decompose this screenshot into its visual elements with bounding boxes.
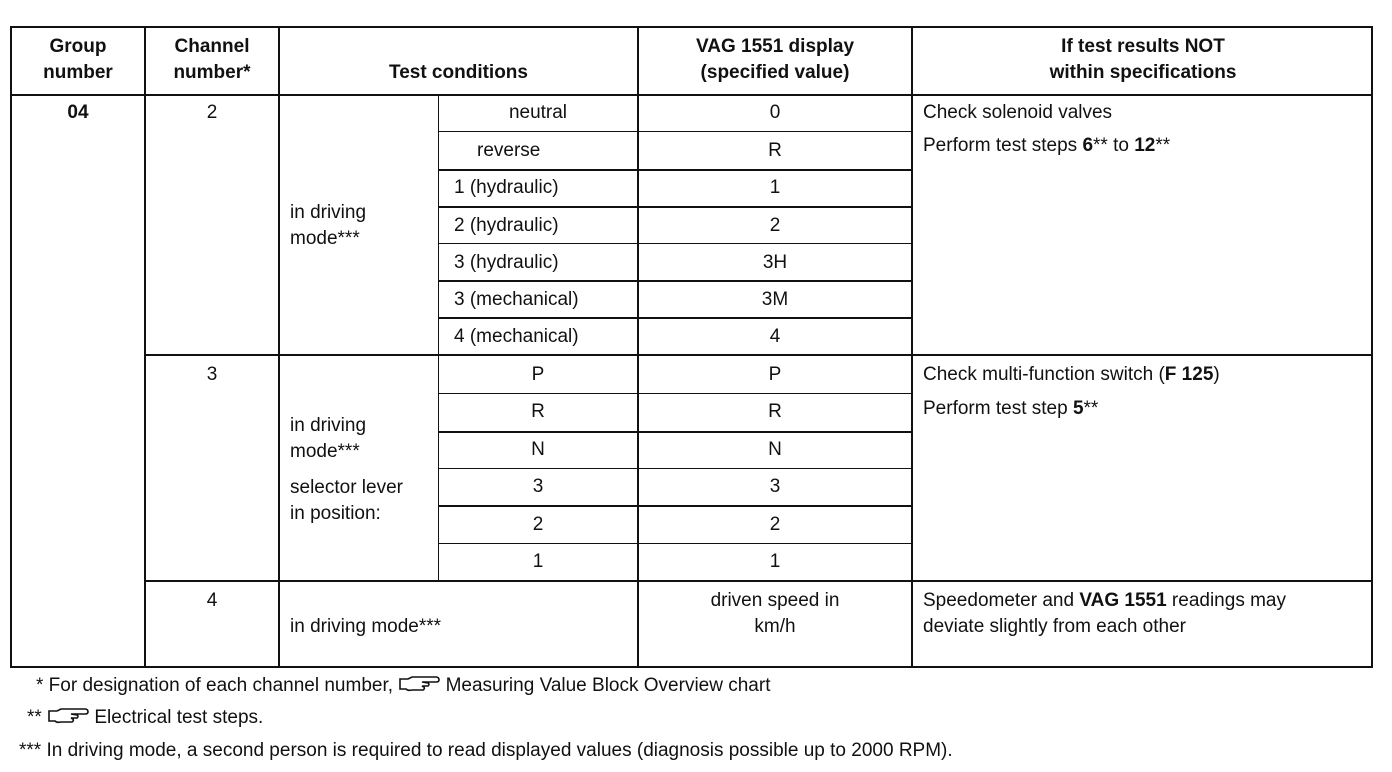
row-divider [438, 317, 912, 319]
channel3-cond-row: 2 [532, 514, 544, 535]
header-group: Group number [43, 36, 113, 83]
pointing-hand-icon [47, 707, 89, 725]
row-divider [438, 280, 912, 282]
row-divider [438, 431, 912, 433]
channel3-action-1: Check multi-function switch (F 125) [923, 364, 1220, 385]
row-divider [438, 131, 912, 132]
row-divider [438, 243, 912, 244]
channel2-cond-row: 4 (mechanical) [454, 326, 579, 347]
pointing-hand-icon [398, 675, 440, 693]
channel3-value: R [768, 401, 782, 422]
channel3-cond-row: P [531, 364, 545, 385]
channel4-action: Speedometer and VAG 1551 readings may deviate slightly from each other [923, 590, 1286, 637]
channel2-cond-row: 3 (mechanical) [454, 289, 579, 310]
channel-divider [144, 354, 1371, 356]
channel2-cond-row: 1 (hydraulic) [454, 177, 559, 198]
channel2-action-2: Perform test steps 6** to 12** [923, 135, 1171, 156]
channel3-condition: in driving mode*** selector lever in position: [290, 415, 403, 524]
col-divider [911, 28, 913, 666]
row-divider [438, 468, 912, 469]
channel3-value: 1 [769, 551, 781, 572]
col-divider [278, 28, 280, 666]
channel2-cond-row: 2 (hydraulic) [454, 215, 559, 236]
channel2-value: 1 [769, 177, 781, 198]
channel2-value: 4 [769, 326, 781, 347]
channel2-cond-row: 3 (hydraulic) [454, 252, 559, 273]
footnote-1: * For designation of each channel number, Measuring Value Block Overview chart [36, 675, 771, 696]
channel3-cond-row: N [531, 439, 545, 460]
channel3-value: 3 [769, 476, 781, 497]
header-channel: Channel number* [173, 36, 251, 83]
channel2-cond-row: reverse [477, 140, 541, 161]
row-divider [438, 169, 912, 171]
channel3-value: P [768, 364, 782, 385]
header-conditions: Test conditions [389, 62, 528, 83]
channel2-value: R [768, 140, 782, 161]
footnote-2: ** Electrical test steps. [27, 707, 264, 728]
channel3-cond-row: R [531, 401, 545, 422]
row-divider [438, 505, 912, 507]
test-table [10, 26, 1373, 668]
footnote-3: *** In driving mode, a second person is required to read displayed values (diagnosis possible up to 2000 RPM). [19, 740, 953, 761]
row-divider [438, 543, 912, 544]
channel3-value: 2 [769, 514, 781, 535]
header-divider [12, 94, 1371, 96]
row-divider [438, 393, 912, 394]
channel2-condition: in driving mode*** [290, 202, 367, 249]
header-display: VAG 1551 display (specified value) [695, 36, 855, 83]
channel4-value: driven speed in km/h [710, 590, 840, 637]
group-number: 04 [67, 102, 89, 123]
channel3-cond-row: 1 [532, 551, 544, 572]
channel2-action-1: Check solenoid valves [923, 102, 1113, 123]
channel2-cond-row: neutral [508, 102, 568, 123]
channel2-value: 3M [761, 289, 789, 310]
channel-divider [144, 580, 1371, 582]
channel3-action-2: Perform test step 5** [923, 398, 1099, 419]
channel-number: 3 [206, 364, 218, 385]
channel-number: 4 [206, 590, 218, 611]
channel4-condition: in driving mode*** [290, 616, 442, 637]
channel3-value: N [768, 439, 782, 460]
channel2-value: 3H [762, 252, 788, 273]
channel2-value: 0 [769, 102, 781, 123]
channel2-value: 2 [769, 215, 781, 236]
channel3-cond-row: 3 [532, 476, 544, 497]
row-divider [438, 206, 912, 208]
channel-number: 2 [206, 102, 218, 123]
header-not-within: If test results NOT within specifications [1049, 36, 1237, 83]
